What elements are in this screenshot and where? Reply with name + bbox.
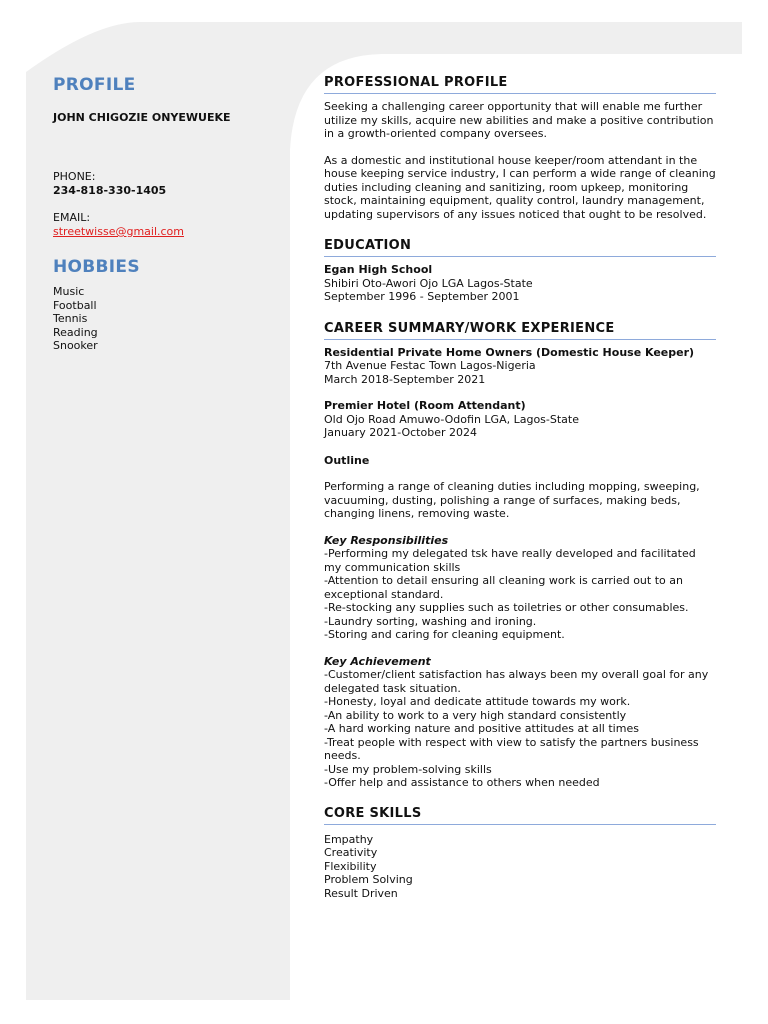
achievement-item: -An ability to work to a very high standard consistently [324,708,627,722]
responsibility-item: -Laundry sorting, washing and ironing. [324,614,537,628]
achievement-item: -Honesty, loyal and dedicate attitude towards my work. [324,695,631,708]
job-dates: January 2021-October 2024 [324,426,477,439]
candidate-name: JOHN CHIGOZIE ONYEWUEKE [53,111,231,124]
skill-item: Flexibility [324,859,377,873]
career-heading: CAREER SUMMARY/WORK EXPERIENCE [324,321,716,340]
email-block [53,211,293,239]
core-skills-list [324,833,716,901]
responsibility-item: -Storing and caring for cleaning equipment. [324,628,565,641]
achievement-item: -Use my problem-solving skills [324,762,492,776]
job-location: Old Ojo Road Amuwo-Odofin LGA, Lagos-State [324,412,579,426]
job-dates: March 2018-September 2021 [324,372,486,386]
job-entry [324,346,716,387]
email-label: EMAIL: [53,211,91,224]
achievement-item: -Offer help and assistance to others when needed [324,776,600,789]
skill-item: Creativity [324,846,378,859]
job-title: Residential Private Home Owners (Domestic House Keeper) [324,345,695,359]
hobby-item: Tennis [53,312,88,325]
responsibilities-heading: Key Responsibilities [324,533,449,547]
phone-block [53,170,293,198]
core-skills-heading: CORE SKILLS [324,806,716,825]
job-title: Premier Hotel (Room Attendant) [324,399,526,412]
professional-profile-heading: PROFESSIONAL PROFILE [324,75,716,94]
profile-paragraph-2: As a domestic and institutional house keeper/room attendant in the house keeping service industry, I can perform a wide range of cleaning duties including cleaning and sanitizing, room upkeep, monitoring stock, maintaining equipment, quality control, laundry management, updating supervisors of any issues noticed that ought to be resolved. [324,153,716,221]
school-name: Egan High School [324,263,433,276]
skill-item: Result Driven [324,886,398,900]
main-content [324,75,716,900]
responsibilities-list [324,547,716,642]
responsibility-item: -Re-stocking any supplies such as toiletries or other consumables. [324,601,689,614]
education-heading: EDUCATION [324,238,716,257]
school-location: Shibiri Oto-Awori Ojo LGA Lagos-State [324,276,533,290]
phone-value: 234-818-330-1405 [53,184,167,197]
hobbies-list [53,285,293,353]
achievement-item: -Treat people with respect with view to satisfy the partners business needs. [324,735,699,762]
hobby-item: Music [53,285,85,298]
achievement-item: -Customer/client satisfaction has always been my overall goal for any delegated task situation. [324,668,709,695]
email-link[interactable]: streetwisse@gmail.com [53,225,184,238]
achievement-item: -A hard working nature and positive attitudes at all times [324,722,639,735]
profile-paragraph-1: Seeking a challenging career opportunity that will enable me further utilize my skills, acquire new abilities and make a positive contribution in a growth-oriented company oversees. [324,100,714,140]
job-entry [324,399,716,440]
skill-item: Empathy [324,832,374,846]
hobby-item: Reading [53,325,98,339]
job-location: 7th Avenue Festac Town Lagos-Nigeria [324,359,536,372]
hobbies-heading: HOBBIES [53,257,140,277]
school-dates: September 1996 - September 2001 [324,290,520,303]
achievement-heading: Key Achievement [324,654,431,668]
hobby-item: Snooker [53,339,98,352]
phone-label: PHONE: [53,170,96,183]
responsibility-item: -Performing my delegated tsk have really developed and facilitated my communication skills [324,547,696,574]
outline-heading: Outline [324,453,370,467]
skill-item: Problem Solving [324,873,413,886]
profile-heading: PROFILE [53,75,136,95]
hobby-item: Football [53,298,97,312]
responsibility-item: -Attention to detail ensuring all cleaning work is carried out to an exceptional standard. [324,574,683,601]
sidebar [53,75,293,353]
outline-text: Performing a range of cleaning duties including mopping, sweeping, vacuuming, dusting, polishing a range of surfaces, making beds, changing linens, removing waste. [324,480,700,520]
achievements-list [324,668,716,790]
